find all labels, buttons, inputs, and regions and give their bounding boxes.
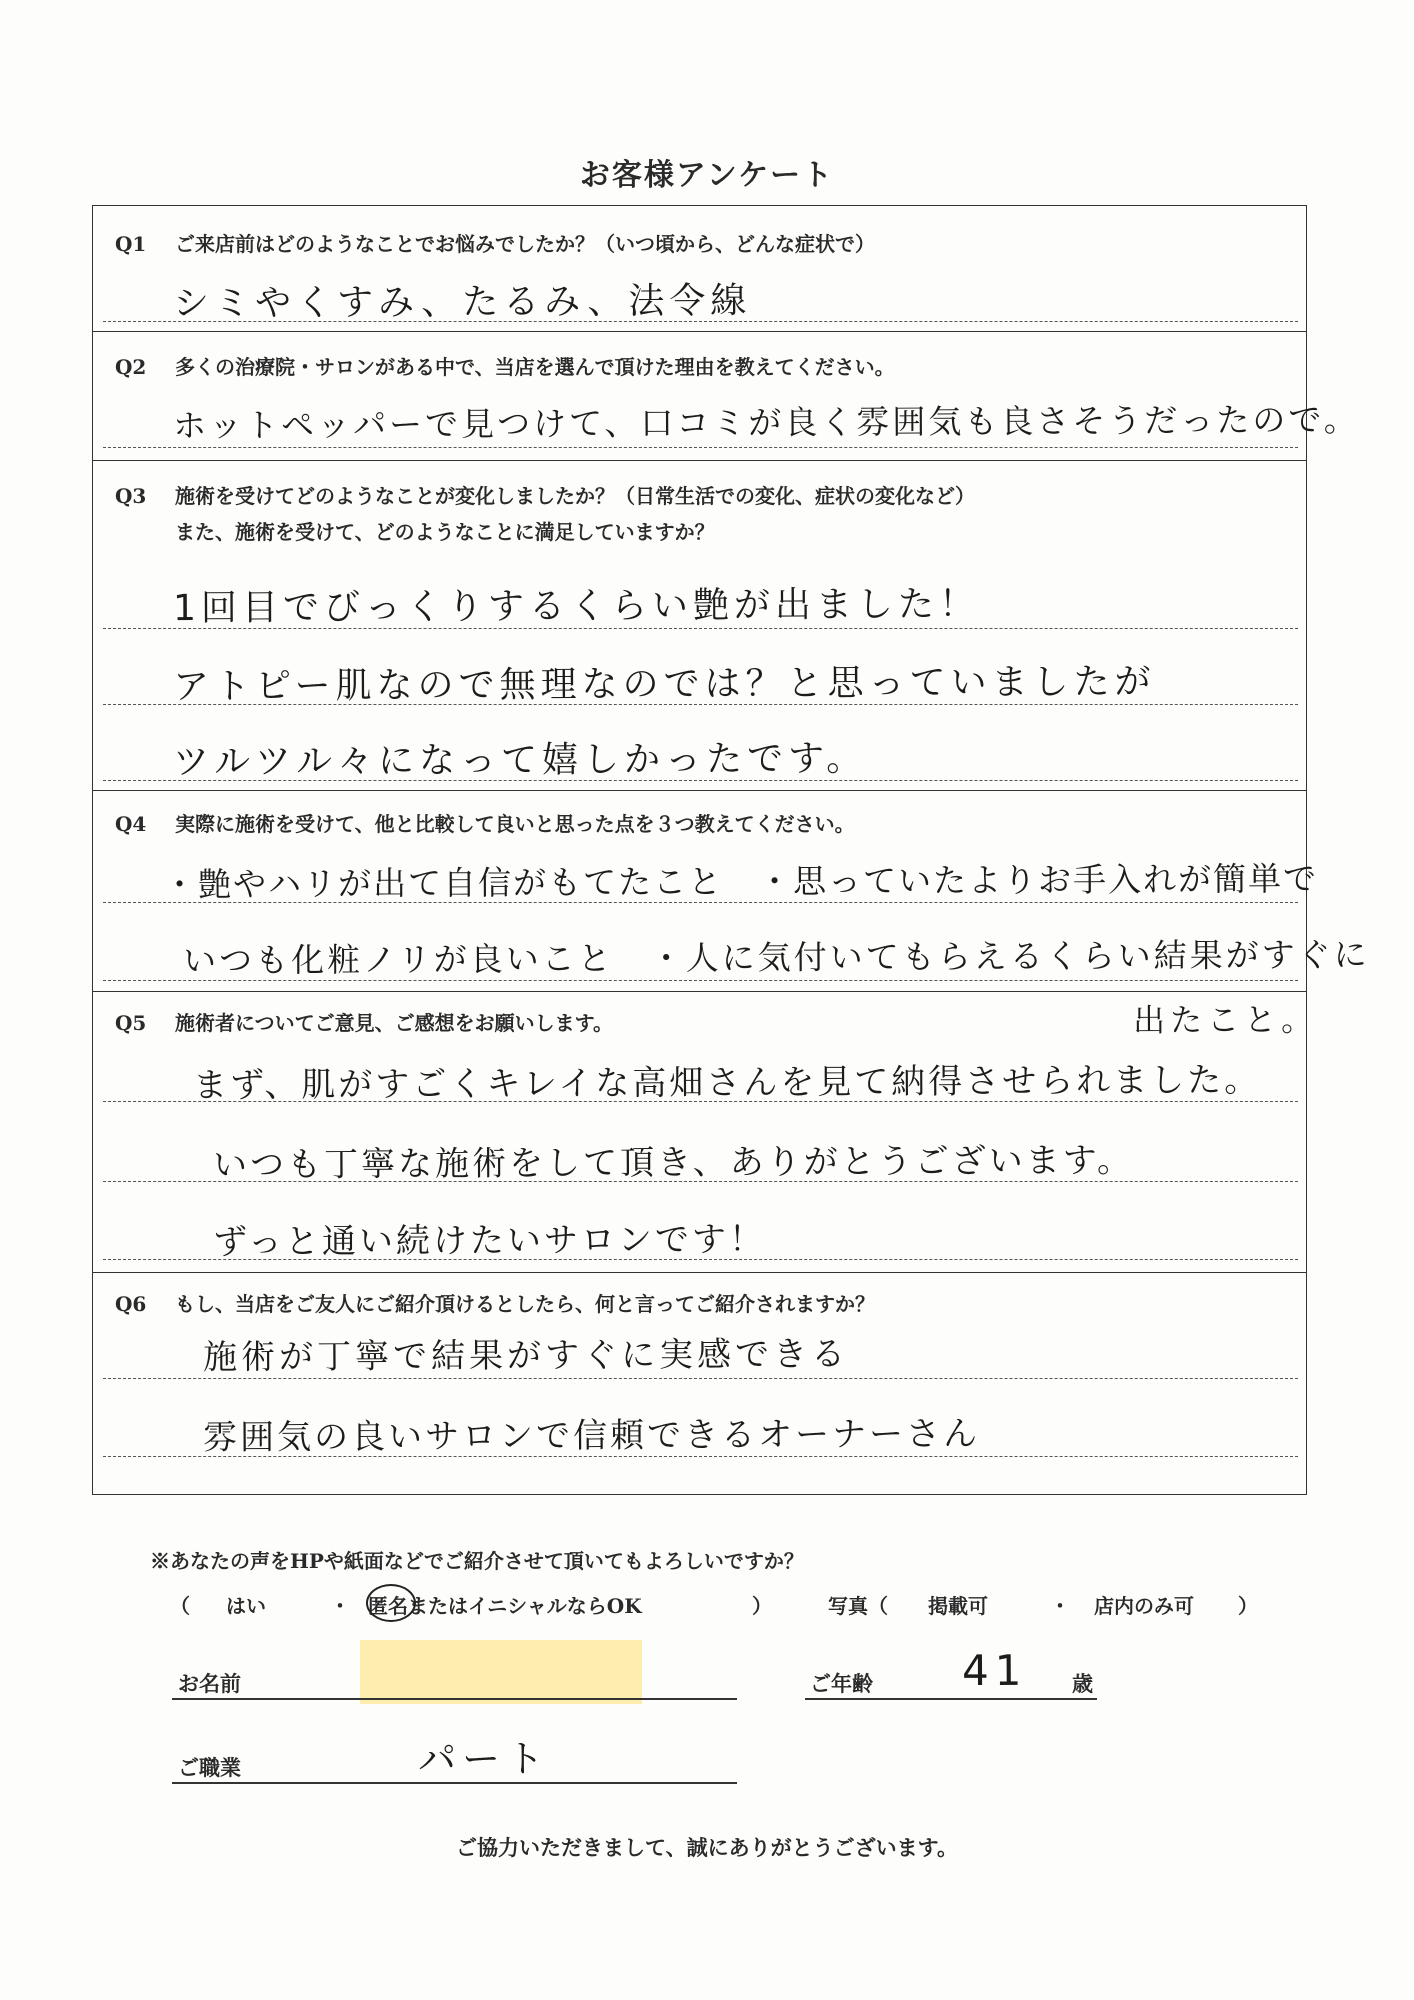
option-photo-store-only[interactable]: 店内のみ可 [1094, 1594, 1194, 1618]
question-text: もし、当店をご友人にご紹介頂けるとしたら、何と言ってご紹介されますか？ [175, 1292, 875, 1316]
question-number: Q4 [115, 812, 147, 836]
answer-underline [103, 321, 1298, 322]
answer-line: 1回目でびっくりするくらい艶が出ました！ [172, 583, 981, 630]
consent-question: ※あなたの声をHPや紙面などでご紹介させて頂いてもよろしいですか？ [150, 1549, 804, 1573]
answer-underline [103, 1456, 1298, 1457]
section-divider [93, 460, 1306, 461]
occupation-value[interactable]: パート [417, 1736, 551, 1782]
answer-line: ホットペッパーで見つけて、口コミが良く雰囲気も良さそうだったので。 [172, 399, 1360, 446]
page-title: お客様アンケート [579, 158, 835, 193]
answer-underline [103, 902, 1298, 903]
occupation-label: ご職業 [178, 1755, 241, 1780]
separator-dot: ・ [1050, 1594, 1070, 1618]
age-label: ご年齢 [810, 1671, 873, 1696]
answer-underline [103, 447, 1298, 448]
answer-line: いつも丁寧な施術をして頂き、ありがとうございます。 [212, 1140, 1135, 1186]
age-underline [805, 1698, 1097, 1700]
question-number: Q5 [115, 1011, 147, 1035]
answer-underline [103, 1259, 1298, 1260]
age-value[interactable]: 41 [961, 1645, 1028, 1696]
question-text: 実際に施術を受けて、他と比較して良いと思った点を３つ教えてください。 [175, 812, 855, 836]
answer-underline [103, 1378, 1298, 1379]
answer-line: シミやくすみ、たるみ、法令線 [172, 280, 752, 325]
questionnaire-box [92, 205, 1370, 1495]
question-text: 施術者についてご意見、ご感想をお願いします。 [175, 1011, 613, 1035]
paren-close: ） [1238, 1594, 1258, 1618]
option-photo-ok[interactable]: 掲載可 [928, 1594, 988, 1618]
answer-underline [103, 980, 1298, 981]
answer-overflow: 出たこと。 [1132, 1000, 1319, 1040]
question-text: ご来店前はどのようなことでお悩みでしたか？（いつ頃から、どんな症状で） [175, 232, 875, 256]
section-divider [93, 790, 1306, 791]
question-number: Q3 [115, 484, 147, 508]
answer-line: ツルツル々になって嬉しかったです。 [172, 738, 868, 783]
question-text: 施術を受けてどのようなことが変化しましたか？（日常生活での変化、症状の変化など） [175, 484, 975, 508]
paren-open: （ [170, 1594, 190, 1618]
answer-line: いつも化粧ノリが良いこと ・人に気付いてもらえるくらい結果がすぐに [182, 934, 1370, 981]
answer-line: アトピー肌なので無理なのでは？と思っていましたが [172, 661, 1156, 708]
answer-underline [103, 1181, 1298, 1182]
answer-underline [103, 780, 1298, 781]
question-subtext: また、施術を受けて、どのようなことに満足していますか？ [175, 520, 715, 544]
answer-underline [103, 1101, 1298, 1102]
age-unit: 歳 [1072, 1671, 1093, 1696]
answer-underline [103, 628, 1298, 629]
section-divider [93, 331, 1306, 332]
photo-label: 写真（ [828, 1594, 888, 1618]
question-number: Q2 [115, 355, 147, 379]
option-yes[interactable]: はい [226, 1594, 266, 1618]
answer-line: ずっと通い続けたいサロンです！ [212, 1219, 767, 1263]
question-number: Q6 [115, 1292, 147, 1316]
section-divider [93, 1272, 1306, 1273]
question-number: Q1 [115, 232, 147, 256]
answer-line: 施術が丁寧で結果がすぐに実感できる [202, 1334, 850, 1378]
selection-circle [366, 1584, 416, 1622]
option-anonymous[interactable]: 匿名またはイニシャルならOK [368, 1594, 642, 1618]
thank-you-footer: ご協力いただきまして、誠にありがとうございます。 [456, 1835, 958, 1860]
paren-close: ） [752, 1594, 772, 1618]
answer-line: 雰囲気の良いサロンで信頼できるオーナーさん [202, 1413, 981, 1459]
answer-line: まず、肌がすごくキレイな高畑さんを見て納得させられました。 [192, 1060, 1262, 1106]
occupation-underline [172, 1782, 737, 1784]
answer-line: ・艶やハリが出て自信がもてたこと ・思っていたよりお手入れが簡単で [162, 858, 1319, 905]
question-text: 多くの治療院・サロンがある中で、当店を選んで頂けた理由を教えてください。 [175, 355, 895, 379]
name-redaction [360, 1640, 642, 1704]
separator-dot: ・ [330, 1594, 350, 1618]
name-label: お名前 [178, 1671, 241, 1696]
name-underline [172, 1698, 737, 1700]
answer-underline [103, 704, 1298, 705]
section-divider [93, 991, 1306, 992]
